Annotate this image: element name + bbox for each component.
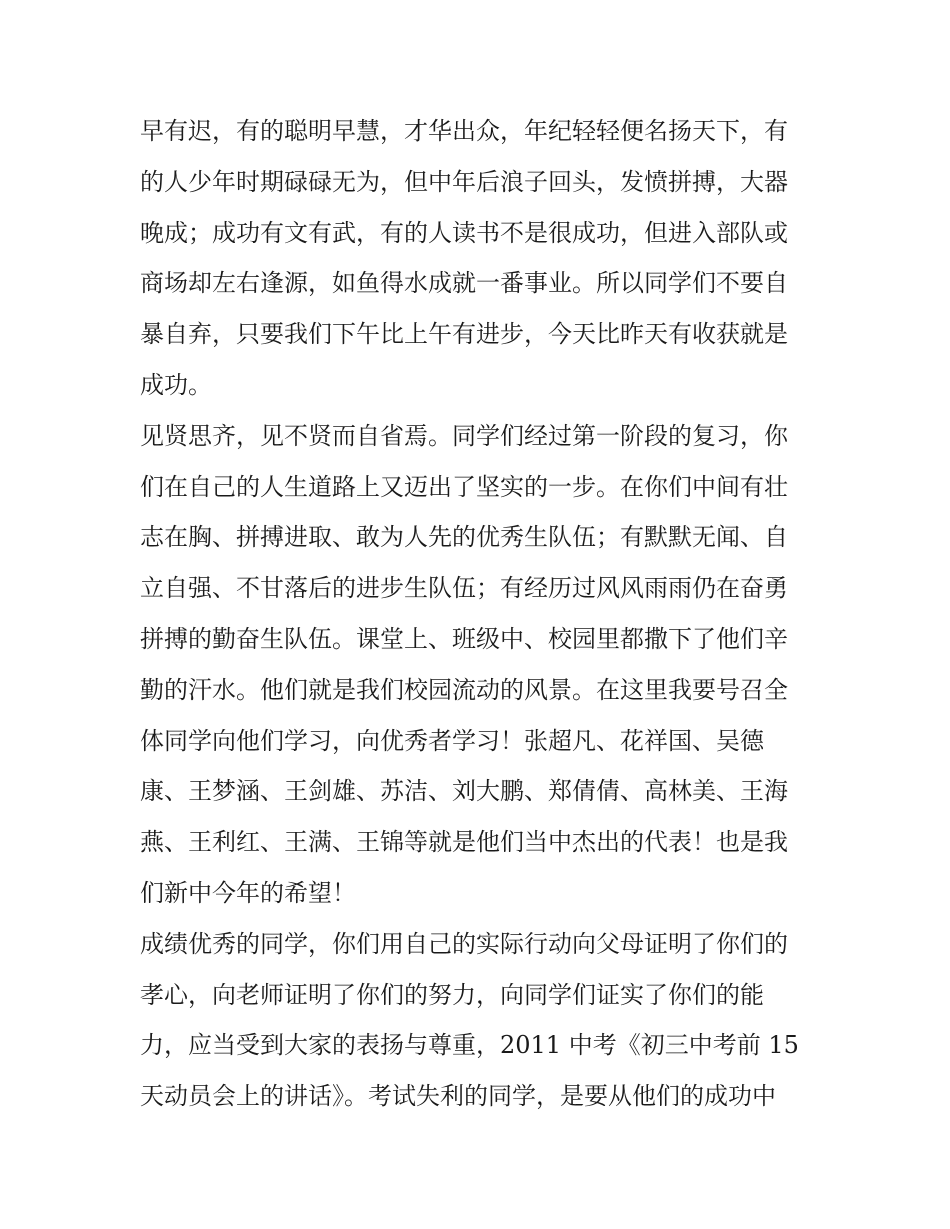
text-line: 商场却左右逢源，如鱼得水成就一番事业。所以同学们不要自	[140, 269, 788, 298]
text-line: 勤的汗水。他们就是我们校园流动的风景。在这里我要号召全	[140, 675, 788, 704]
text-line: 晚成；成功有文有武，有的人读书不是很成功，但进入部队或	[140, 218, 788, 247]
text-line: 志在胸、拼搏进取、敢为人先的优秀生队伍；有默默无闻、自	[140, 523, 788, 552]
text-line: 的人少年时期碌碌无为，但中年后浪子回头，发愤拼搏，大器	[140, 167, 788, 196]
text-line: 康、王梦涵、王剑雄、苏洁、刘大鹏、郑倩倩、高林美、王海	[140, 777, 788, 806]
text-line: 立自强、不甘落后的进步生队伍；有经历过风风雨雨仍在奋勇	[140, 574, 788, 603]
text-line: 暴自弃，只要我们下午比上午有进步，今天比昨天有收获就是	[140, 320, 788, 349]
text-line: 拼搏的勤奋生队伍。课堂上、班级中、校园里都撒下了他们辛	[140, 624, 788, 653]
text-line: 成绩优秀的同学，你们用自己的实际行动向父母证明了你们的	[140, 929, 788, 958]
text-line: 孝心，向老师证明了你们的努力，向同学们证实了你们的能	[140, 980, 764, 1009]
text-line: 们新中今年的希望！	[140, 878, 356, 907]
document-body	[140, 106, 812, 1122]
text-line: 成功。	[140, 370, 212, 399]
text-line: 体同学向他们学习，向优秀者学习！张超凡、花祥国、吴德	[140, 726, 764, 755]
text-line: 见贤思齐，见不贤而自省焉。同学们经过第一阶段的复习，你	[140, 421, 788, 450]
text-line: 力，应当受到大家的表扬与尊重，2011 中考《初三中考前 15	[140, 1031, 799, 1060]
text-line: 们在自己的人生道路上又迈出了坚实的一步。在你们中间有壮	[140, 472, 788, 501]
text-line: 早有迟，有的聪明早慧，才华出众，年纪轻轻便名扬天下，有	[140, 117, 788, 145]
text-line: 燕、王利红、王满、王锦等就是他们当中杰出的代表！也是我	[140, 828, 788, 857]
text-line: 天动员会上的讲话》。考试失利的同学，是要从他们的成功中	[140, 1082, 776, 1111]
